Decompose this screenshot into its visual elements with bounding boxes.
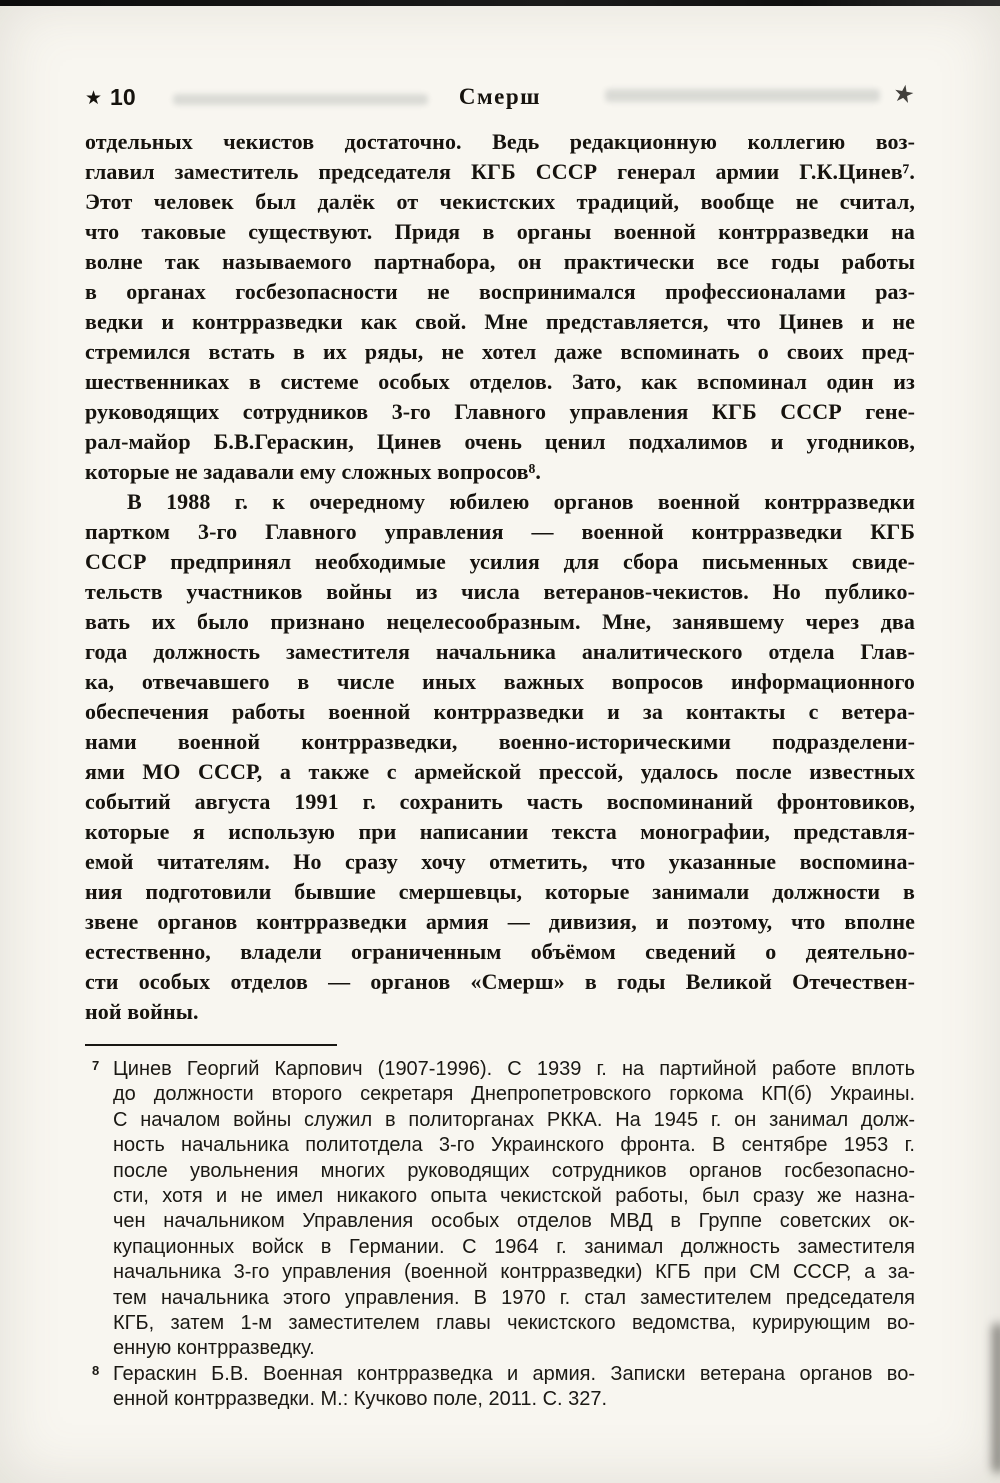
text-line: ность начальника политотдела 3-го Украинского фронта. В сентябре 1953 г. [113,1134,915,1157]
text-line: ями МО СССР, а также с армейской прессой, удалось после известных [85,759,915,784]
text-line: нами военной контрразведки, военно-историческими подразделени- [85,729,915,754]
running-title: Смерш [458,84,542,109]
text-line: сти особых отделов — органов «Смерш» в годы Великой Отечествен- [85,969,915,994]
footnote-text [113,1057,915,1362]
text-line: звене органов контрразведки армия — дивизия, и поэтому, что вполне [85,909,915,934]
text-line: партком 3-го Главного управления — военной контрразведки КГБ [85,519,915,544]
footnote-text [113,1362,915,1413]
page-number: 10 [110,84,136,110]
footnote [85,1057,915,1362]
text-line: С началом войны служил в политорганах РККА. На 1945 г. он занимал долж- [113,1108,915,1131]
text-line: вать их было признано нецелесообразным. Мне, занявшему через два [85,609,915,634]
text-line: которые я использую при написании текста монографии, представля- [85,819,915,844]
text-line: ведки и контрразведки как свой. Мне представляется, что Цинев и не [85,309,915,334]
text-line: В 1988 г. к очередному юбилею органов военной контрразведки [127,489,915,514]
footnotes-section [85,1057,915,1413]
text-line: чен начальником Управления особых отделов МВД в Группе советских ок- [113,1210,915,1233]
text-line: Этот человек был далёк от чекистских традиций, вообще не считал, [85,189,915,214]
text-line: енной контрразведки. М.: Кучково поле, 2011. С. 327. [113,1388,608,1411]
text-line: главил заместитель председателя КГБ СССР генерал армии Г.К.Цинев⁷. [85,159,915,184]
text-line: енную контрразведку. [113,1337,315,1360]
text-line: до должности второго секретаря Днепропетровского горкома КП(б) Украины. [113,1083,915,1106]
text-line: которые не задавали ему сложных вопросов⁸. [85,459,541,484]
footnote [85,1362,915,1413]
text-line: после увольнения многих руководящих сотрудников органов госбезопасно- [113,1159,915,1182]
text-line: Гераскин Б.В. Военная контрразведка и армия. Записки ветерана органов во- [113,1362,915,1385]
text-line: тельств участников войны из числа ветеранов-чекистов. Но публико- [85,579,915,604]
text-line: начальника 3-го управления (военной контрразведки) КГБ при СМ СССР, а за- [113,1261,915,1284]
text-line: емой читателям. Но сразу хочу отметить, что указанные воспомина- [85,849,915,874]
text-line: шественниках в системе особых отделов. Зато, как вспоминал один из [85,369,915,394]
text-line: года должность заместителя начальника аналитического отдела Глав- [85,639,915,664]
footnote-divider [85,1044,337,1046]
text-line: что таковые существуют. Придя в органы военной контрразведки на [85,219,915,244]
text-line: ния подготовили бывшие смершевцы, которые занимали должности в [85,879,915,904]
text-line: обеспечения работы военной контрразведки и за контакты с ветера- [85,699,915,724]
paragraph [85,487,915,1027]
paragraph [85,127,915,487]
text-line: купационных войск в Германии. С 1964 г. занимал должность заместителя [113,1235,915,1258]
text-line: рал-майор Б.В.Гераскин, Цинев очень ценил подхалимов и угодников, [85,429,915,454]
text-line: тем начальника этого управления. В 1970 г. стал заместителем председателя [113,1286,915,1309]
text-line: естественно, владели ограниченным объёмом сведений о деятельно- [85,939,915,964]
text-line: руководящих сотрудников 3-го Главного управления КГБ СССР гене- [85,399,915,424]
text-line: сти, хотя и не имел никакого опыта чекистской работы, был сразу же назна- [113,1185,915,1208]
footnote-marker: 8 [92,1362,100,1378]
scan-edge [0,0,1000,6]
text-line: ной войны. [85,999,199,1024]
body-text [85,127,915,1027]
text-line: Цинев Георгий Карпович (1907-1996). С 1939 г. на партийной работе вплоть [113,1058,915,1080]
text-line: ка, отвечавшего в числе иных важных вопросов информационного [85,669,915,694]
text-line: в органах госбезопасности не воспринимался профессионалами раз- [85,279,915,304]
star-icon: ★ [891,80,918,110]
footnote-marker: 7 [92,1058,100,1073]
text-line: СССР предпринял необходимые усилия для сбора письменных свиде- [85,549,915,574]
scan-shadow [992,1323,1000,1473]
page-header [85,80,918,116]
text-line: волне так называемого партнабора, он практически все годы работы [85,249,915,274]
text-line: КГБ, затем 1-м заместителем главы чекистского ведомства, курирующим во- [113,1312,915,1335]
star-icon: ★ [85,88,103,109]
text-line: событий августа 1991 г. сохранить часть воспоминаний фронтовиков, [85,789,915,814]
text-line: стремился встать в их ряды, не хотел даже вспоминать о своих пред- [85,339,915,364]
text-line: отдельных чекистов достаточно. Ведь редакционную коллегию воз- [85,129,915,154]
